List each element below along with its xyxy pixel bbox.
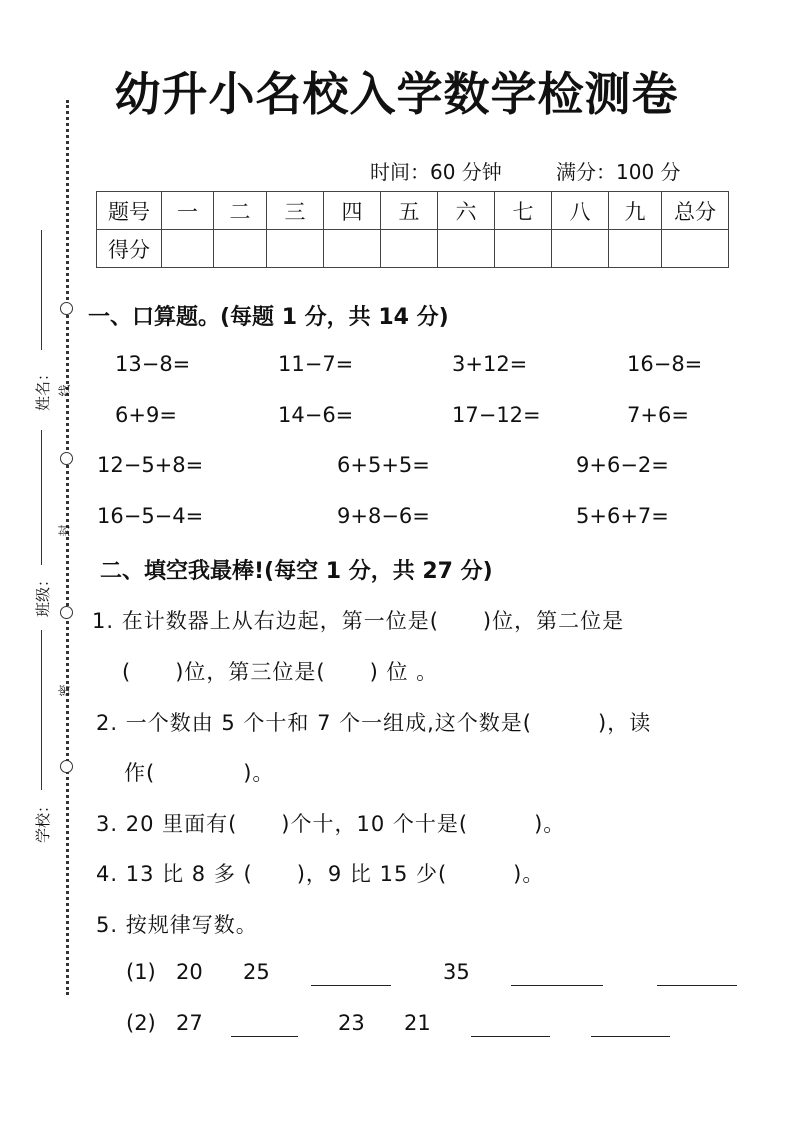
arith-problem: 13−8= (115, 352, 191, 376)
sequence-1-blank[interactable] (311, 965, 391, 986)
binding-hole (60, 760, 73, 773)
binding-hole (60, 452, 73, 465)
sequence-1-label: (1) (126, 960, 156, 984)
arith-problem: 9+8−6= (337, 504, 430, 528)
page-title: 幼升小名校入学数学检测卷 (114, 67, 679, 121)
score-header-cell: 九 (609, 192, 662, 230)
score-header-cell: 五 (381, 192, 438, 230)
score-table-header-row (97, 192, 729, 230)
score-header-cell: 题号 (97, 192, 162, 230)
sequence-2-blank[interactable] (231, 1016, 298, 1037)
school-label: 学校： (34, 797, 53, 844)
sequence-1-blank[interactable] (511, 965, 603, 986)
score-header-cell: 七 (495, 192, 552, 230)
section2-heading: 二、填空我最棒!(每空 1 分，共 27 分) (100, 559, 493, 584)
score-table (96, 191, 729, 268)
arith-problem: 5+6+7= (576, 504, 669, 528)
sequence-1-number: 20 (176, 960, 203, 984)
arith-problem: 9+6−2= (576, 453, 669, 477)
sequence-2-number: 21 (404, 1011, 431, 1035)
arith-problem: 6+9= (115, 403, 177, 427)
question-1-line2: ( )位，第三位是( ) 位 。 (122, 660, 439, 684)
question-2-line2: 作( )。 (124, 761, 275, 785)
arith-problem: 11−7= (278, 352, 354, 376)
seal-mark-secret: 密 (57, 684, 72, 697)
seal-mark-seal: 封 (57, 524, 72, 537)
sequence-2-blank[interactable] (471, 1016, 550, 1037)
binding-hole (60, 302, 73, 315)
question-1-line1: 1. 在计数器上从右边起，第一位是( )位，第二位是 (92, 609, 625, 633)
score-cell[interactable] (162, 230, 214, 268)
sequence-2-number: 27 (176, 1011, 203, 1035)
arith-problem: 6+5+5= (337, 453, 430, 477)
question-2-line1: 2. 一个数由 5 个十和 7 个一组成,这个数是( )，读 (96, 711, 652, 735)
binding-dotted-line (66, 100, 69, 995)
arith-problem: 12−5+8= (97, 453, 204, 477)
score-cell[interactable] (438, 230, 495, 268)
arith-problem: 16−8= (627, 352, 703, 376)
sequence-1-blank[interactable] (657, 965, 737, 986)
school-underline (41, 630, 42, 790)
question-4: 4. 13 比 8 多 ( )，9 比 15 少( )。 (96, 862, 545, 886)
score-cell[interactable] (214, 230, 267, 268)
score-cell[interactable] (552, 230, 609, 268)
sequence-2-number: 23 (338, 1011, 365, 1035)
full-score: 满分：100 分 (556, 160, 681, 184)
score-header-cell: 一 (162, 192, 214, 230)
time-limit: 时间：60 分钟 (370, 160, 502, 184)
section1-heading: 一、口算题。(每题 1 分，共 14 分) (88, 305, 449, 330)
name-label: 姓名： (34, 365, 53, 412)
score-header-cell: 总分 (662, 192, 729, 230)
score-cell[interactable] (381, 230, 438, 268)
name-underline (41, 230, 42, 350)
score-header-cell: 四 (324, 192, 381, 230)
arith-problem: 17−12= (452, 403, 541, 427)
score-header-cell: 六 (438, 192, 495, 230)
arith-problem: 7+6= (627, 403, 689, 427)
arith-problem: 3+12= (452, 352, 528, 376)
arith-problem: 16−5−4= (97, 504, 204, 528)
sequence-2-label: (2) (126, 1011, 156, 1035)
score-header-cell: 八 (552, 192, 609, 230)
score-header-cell: 三 (267, 192, 324, 230)
question-5: 5. 按规律写数。 (96, 913, 258, 937)
binding-hole (60, 606, 73, 619)
sequence-1-number: 35 (443, 960, 470, 984)
score-cell[interactable] (662, 230, 729, 268)
class-label: 班级： (34, 571, 53, 618)
sequence-2-blank[interactable] (591, 1016, 670, 1037)
class-underline (41, 430, 42, 565)
sequence-1-number: 25 (243, 960, 270, 984)
score-cell[interactable] (324, 230, 381, 268)
score-cell[interactable] (495, 230, 552, 268)
score-header-cell: 二 (214, 192, 267, 230)
score-row-label: 得分 (97, 230, 162, 268)
score-cell[interactable] (267, 230, 324, 268)
seal-mark-line: 线 (57, 384, 72, 397)
question-3: 3. 20 里面有( )个十，10 个十是( )。 (96, 812, 566, 836)
arith-problem: 14−6= (278, 403, 354, 427)
score-table-score-row (97, 230, 729, 268)
score-cell[interactable] (609, 230, 662, 268)
